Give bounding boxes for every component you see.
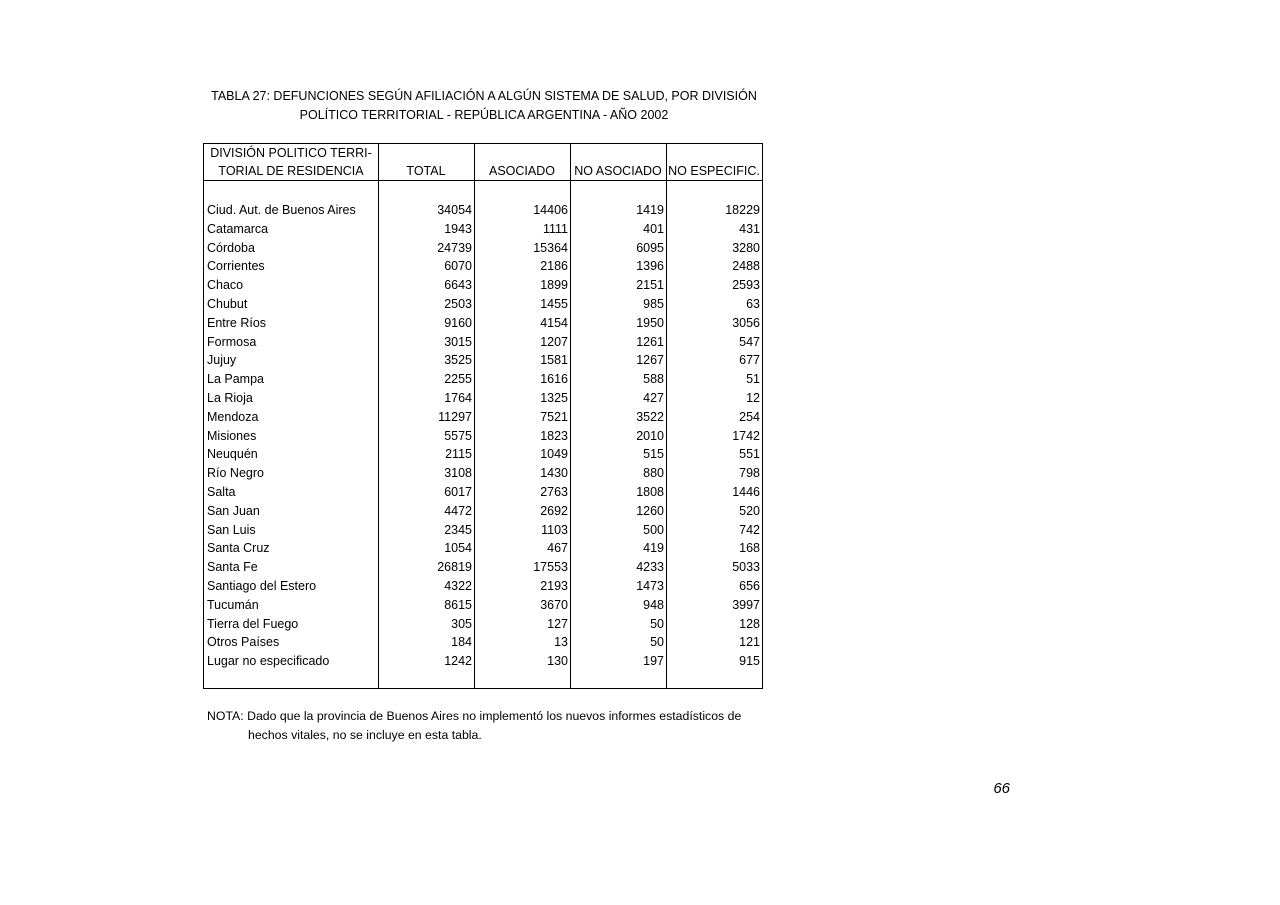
row-no-especific: 3056 xyxy=(732,315,760,330)
row-total: 26819 xyxy=(437,560,472,575)
row-asociado: 4154 xyxy=(540,315,568,330)
row-total: 24739 xyxy=(437,240,472,255)
row-no-especific: 12 xyxy=(746,390,760,405)
row-no-especific: 3280 xyxy=(732,240,760,255)
table-row xyxy=(204,351,762,370)
row-asociado: 2763 xyxy=(540,484,568,499)
row-total: 8615 xyxy=(444,597,472,612)
row-total: 6643 xyxy=(444,278,472,293)
row-no-asociado: 4233 xyxy=(636,560,664,575)
data-table xyxy=(203,143,763,689)
row-no-asociado: 401 xyxy=(643,221,664,236)
table-row xyxy=(204,257,762,276)
row-asociado: 2193 xyxy=(540,578,568,593)
row-asociado: 1823 xyxy=(540,428,568,443)
row-name: Formosa xyxy=(207,334,257,349)
table-title-line-2: POLÍTICO TERRITORIAL - REPÚBLICA ARGENTINA - AÑO 2002 xyxy=(299,108,669,122)
row-name: Tierra del Fuego xyxy=(207,616,299,631)
row-total: 9160 xyxy=(444,315,472,330)
table-row xyxy=(204,370,762,389)
header-total: TOTAL xyxy=(406,164,446,178)
row-name: San Luis xyxy=(207,522,256,537)
row-total: 2115 xyxy=(445,447,472,462)
row-no-especific: 677 xyxy=(739,353,760,368)
row-name: Mendoza xyxy=(207,409,259,424)
row-no-asociado: 588 xyxy=(643,372,664,387)
table-row xyxy=(204,521,762,540)
row-no-especific: 656 xyxy=(739,578,760,593)
row-no-asociado: 6095 xyxy=(636,240,664,255)
row-no-especific: 547 xyxy=(739,334,760,349)
row-total: 6017 xyxy=(444,484,472,499)
row-asociado: 1111 xyxy=(542,221,568,236)
row-no-especific: 551 xyxy=(739,447,760,462)
row-asociado: 1103 xyxy=(541,522,568,537)
row-no-asociado: 1419 xyxy=(636,203,664,217)
table-row xyxy=(204,445,762,464)
row-no-asociado: 197 xyxy=(643,654,664,669)
row-total: 2255 xyxy=(444,372,472,387)
row-no-asociado: 1261 xyxy=(636,334,664,349)
row-no-especific: 63 xyxy=(746,296,760,311)
row-no-asociado: 880 xyxy=(643,466,664,481)
row-asociado: 1455 xyxy=(540,296,568,311)
row-total: 4322 xyxy=(444,578,472,593)
row-name: La Rioja xyxy=(207,390,253,405)
row-no-asociado: 427 xyxy=(643,390,664,405)
row-name: Río Negro xyxy=(207,466,264,481)
table-row xyxy=(204,464,762,483)
header-asociado: ASOCIADO xyxy=(489,164,555,178)
table-row xyxy=(204,633,762,652)
row-asociado: 1616 xyxy=(540,372,568,387)
row-asociado: 1581 xyxy=(540,353,568,368)
table-body xyxy=(204,201,762,671)
row-no-asociado: 1950 xyxy=(636,315,664,330)
table-row xyxy=(204,314,762,333)
row-asociado: 467 xyxy=(547,541,568,556)
row-asociado: 14406 xyxy=(533,203,568,217)
row-no-especific: 742 xyxy=(739,522,760,537)
row-no-especific: 168 xyxy=(739,541,760,556)
row-name: Misiones xyxy=(207,428,257,443)
row-asociado: 1207 xyxy=(540,334,568,349)
table-row xyxy=(204,615,762,634)
table-row xyxy=(204,596,762,615)
row-name: Otros Países xyxy=(207,635,280,650)
table-row xyxy=(204,333,762,352)
header-division-line-1: DIVISIÓN POLITICO TERRI- xyxy=(210,146,372,160)
row-name: San Juan xyxy=(207,503,260,518)
row-no-especific: 2488 xyxy=(732,259,760,274)
row-no-especific: 431 xyxy=(739,221,760,236)
note-line-2: hechos vitales, no se incluye en esta tabla. xyxy=(248,728,482,742)
table-row xyxy=(204,239,762,258)
row-no-asociado: 2010 xyxy=(636,428,664,443)
row-asociado: 1325 xyxy=(540,390,568,405)
row-no-asociado: 50 xyxy=(650,616,664,631)
row-total: 184 xyxy=(451,635,472,650)
row-no-especific: 5033 xyxy=(732,560,760,575)
row-no-especific: 128 xyxy=(739,616,760,631)
header-no-asociado: NO ASOCIADO xyxy=(574,164,662,178)
row-name: Catamarca xyxy=(207,221,269,236)
header-division-line-2: TORIAL DE RESIDENCIA xyxy=(218,164,364,178)
row-name: Santiago del Estero xyxy=(207,578,317,593)
row-no-asociado: 1267 xyxy=(636,353,664,368)
row-no-especific: 254 xyxy=(739,409,760,424)
row-total: 3108 xyxy=(444,466,472,481)
row-total: 5575 xyxy=(444,428,472,443)
row-asociado: 127 xyxy=(547,616,568,631)
row-total: 34054 xyxy=(437,203,472,217)
table-row xyxy=(204,502,762,521)
row-total: 1054 xyxy=(444,541,472,556)
row-no-especific: 1446 xyxy=(732,484,760,499)
row-total: 1943 xyxy=(444,221,472,236)
row-total: 11297 xyxy=(438,409,472,424)
row-no-especific: 1742 xyxy=(732,428,760,443)
row-no-especific: 3997 xyxy=(732,597,760,612)
row-total: 1242 xyxy=(444,654,472,669)
row-no-especific: 2593 xyxy=(732,278,760,293)
row-no-especific: 18229 xyxy=(725,203,760,217)
row-asociado: 2186 xyxy=(540,259,568,274)
row-asociado: 1430 xyxy=(540,466,568,481)
page-number: 66 xyxy=(993,780,1010,797)
header-division xyxy=(204,144,378,180)
table-row xyxy=(204,201,762,220)
note-line-1: NOTA: Dado que la provincia de Buenos Aires no implementó los nuevos informes estadísticos de xyxy=(207,709,742,723)
header-divider xyxy=(204,180,762,181)
row-no-asociado: 50 xyxy=(650,635,664,650)
table-row xyxy=(204,558,762,577)
row-asociado: 17553 xyxy=(533,560,568,575)
table-row xyxy=(204,483,762,502)
row-total: 1764 xyxy=(444,390,472,405)
row-name: La Pampa xyxy=(207,372,264,387)
table-row xyxy=(204,295,762,314)
row-asociado: 7521 xyxy=(540,409,568,424)
row-no-especific: 798 xyxy=(739,466,760,481)
row-total: 3525 xyxy=(444,353,472,368)
row-asociado: 1049 xyxy=(540,447,568,462)
table-row xyxy=(204,220,762,239)
header-no-especific: NO ESPECIFIC. xyxy=(668,164,760,178)
table-row xyxy=(204,389,762,408)
table-row xyxy=(204,577,762,596)
row-no-asociado: 2151 xyxy=(636,278,664,293)
row-total: 2503 xyxy=(444,296,472,311)
row-no-asociado: 948 xyxy=(643,597,664,612)
row-name: Neuquén xyxy=(207,447,258,462)
row-name: Lugar no especificado xyxy=(207,654,330,669)
table-title-line-1: TABLA 27: DEFUNCIONES SEGÚN AFILIACIÓN A ALGÚN SISTEMA DE SALUD, POR DIVISIÓN xyxy=(211,89,757,103)
table-row xyxy=(204,276,762,295)
table-row xyxy=(204,652,762,671)
row-total: 6070 xyxy=(444,259,472,274)
row-name: Entre Ríos xyxy=(207,315,267,330)
table-row xyxy=(204,427,762,446)
row-no-especific: 121 xyxy=(739,635,760,650)
row-asociado: 1899 xyxy=(540,278,568,293)
row-name: Salta xyxy=(207,484,236,499)
row-name: Santa Cruz xyxy=(207,541,270,556)
row-asociado: 3670 xyxy=(540,597,568,612)
row-name: Córdoba xyxy=(207,240,255,255)
row-no-asociado: 500 xyxy=(643,522,664,537)
row-name: Jujuy xyxy=(207,353,237,368)
row-no-asociado: 1396 xyxy=(636,259,664,274)
row-no-asociado: 1473 xyxy=(636,578,664,593)
row-name: Chubut xyxy=(207,296,248,311)
row-no-asociado: 1808 xyxy=(636,484,664,499)
row-no-asociado: 985 xyxy=(643,296,664,311)
row-total: 305 xyxy=(451,616,472,631)
row-no-asociado: 3522 xyxy=(636,409,664,424)
row-no-especific: 51 xyxy=(746,372,760,387)
row-name: Ciud. Aut. de Buenos Aires xyxy=(207,203,356,217)
row-no-especific: 520 xyxy=(739,503,760,518)
row-name: Corrientes xyxy=(207,259,265,274)
row-no-asociado: 1260 xyxy=(636,503,664,518)
row-name: Tucumán xyxy=(207,597,259,612)
row-name: Santa Fe xyxy=(207,560,258,575)
row-no-especific: 915 xyxy=(739,654,760,669)
row-asociado: 130 xyxy=(547,654,568,669)
row-total: 2345 xyxy=(444,522,472,537)
row-name: Chaco xyxy=(207,278,244,293)
row-no-asociado: 515 xyxy=(643,447,664,462)
row-no-asociado: 419 xyxy=(643,541,664,556)
table-row xyxy=(204,539,762,558)
row-asociado: 15364 xyxy=(533,240,568,255)
row-total: 4472 xyxy=(444,503,472,518)
row-asociado: 13 xyxy=(554,635,568,650)
row-asociado: 2692 xyxy=(540,503,568,518)
table-row xyxy=(204,408,762,427)
row-total: 3015 xyxy=(444,334,472,349)
